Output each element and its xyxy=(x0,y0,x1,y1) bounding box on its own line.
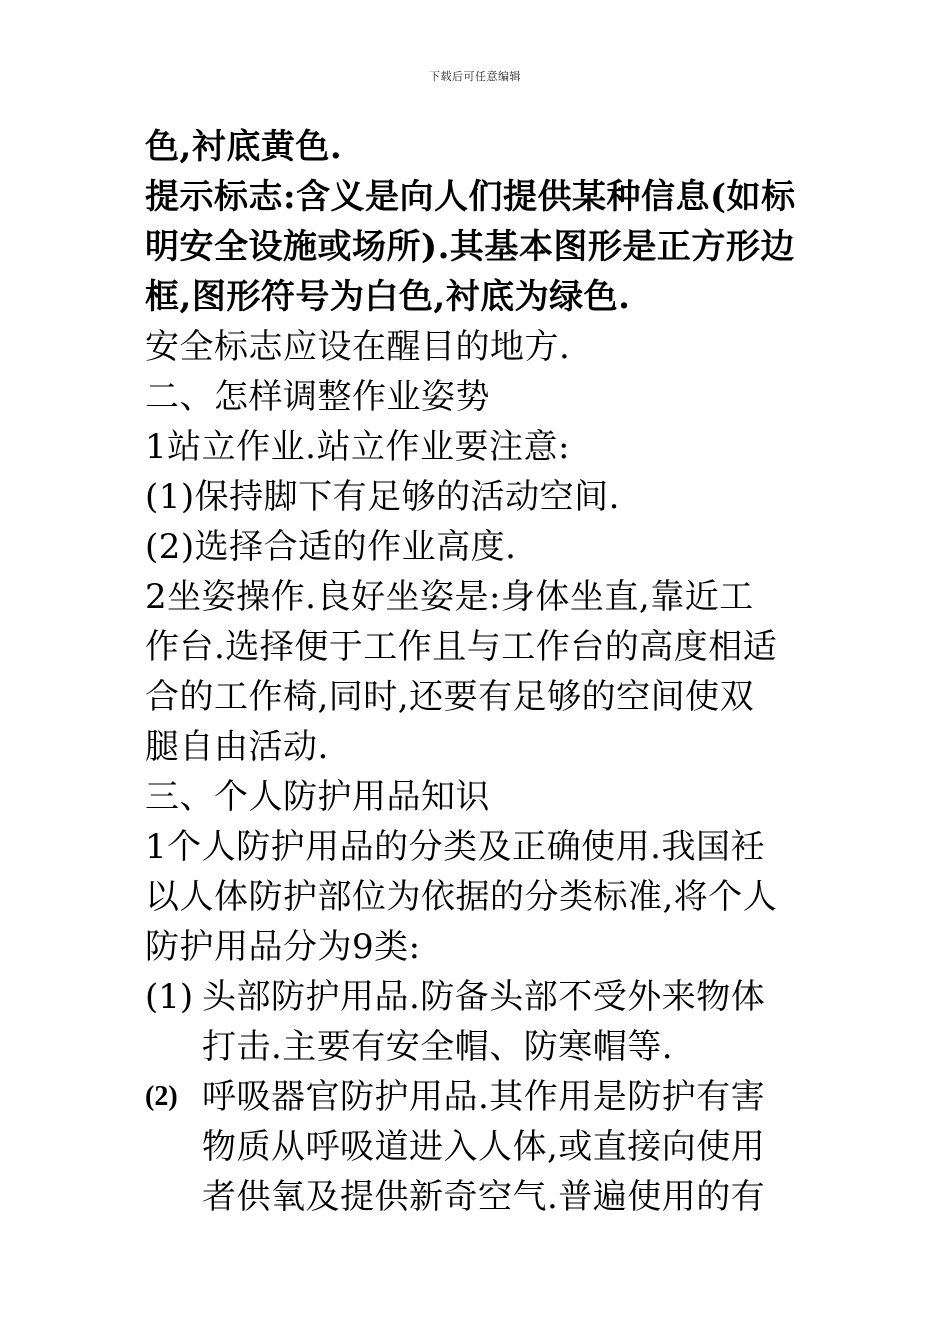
paragraph-line: 2坐姿操作.良好坐姿是:身体坐直,靠近工 xyxy=(145,577,754,617)
list-item xyxy=(145,1072,825,1222)
document-body xyxy=(145,122,825,1222)
paragraph-line: 色,衬底黄色. xyxy=(145,127,343,167)
paragraph-line: 防护用品分为9类: xyxy=(145,927,421,967)
list-item xyxy=(145,972,825,1072)
paragraph-line: 1个人防护用品的分类及正确使用.我国衽 xyxy=(145,827,765,867)
list-item-number: (1) xyxy=(145,977,194,1017)
paragraph-line: 以人体防护部位为依据的分类标准,将个人 xyxy=(145,877,778,917)
paragraph-line: 安全标志应设在醒目的地方. xyxy=(145,327,571,367)
paragraph-line: 腿自由活动. xyxy=(145,727,329,767)
paragraph-line: (2)选择合适的作业高度. xyxy=(145,527,517,567)
list-item-line: 打击.主要有安全帽、防寒帽等. xyxy=(202,1027,674,1067)
section-heading: 二、怎样调整作业姿势 xyxy=(145,377,490,417)
page-header: 下载后可任意编辑 xyxy=(429,70,521,83)
list-item-line: 物质从呼吸道进入人体,或直接向使用 xyxy=(202,1127,766,1167)
list-item-line: 呼吸器官防护用品.其作用是防护有害 xyxy=(202,1077,766,1117)
paragraph-line: 合的工作椅,同时,还要有足够的空间使双 xyxy=(145,677,755,717)
list-item-number: (2) xyxy=(145,1081,178,1112)
paragraph-line: 作台.选择便于工作且与工作台的高度相适 xyxy=(145,627,778,667)
section-heading: 三、个人防护用品知识 xyxy=(145,777,490,817)
list-item-text xyxy=(202,1072,765,1222)
list-item-text xyxy=(202,972,765,1072)
paragraph-line: (1)保持脚下有足够的活动空间. xyxy=(145,477,620,517)
list-item-line: 头部防护用品.防备头部不受外来物体 xyxy=(202,977,766,1017)
paragraph-line: 提示标志:含义是向人们提供某种信息(如标 xyxy=(145,177,796,217)
paragraph-line: 明安全设施或场所).其基本图形是正方形边 xyxy=(145,227,795,267)
list-item-line: 者供氧及提供新奇空气.普遍使用的有 xyxy=(202,1177,766,1217)
paragraph-line: 框,图形符号为白色,衬底为绿色. xyxy=(145,277,631,317)
paragraph-line: 1站立作业.站立作业要注意: xyxy=(145,427,570,467)
